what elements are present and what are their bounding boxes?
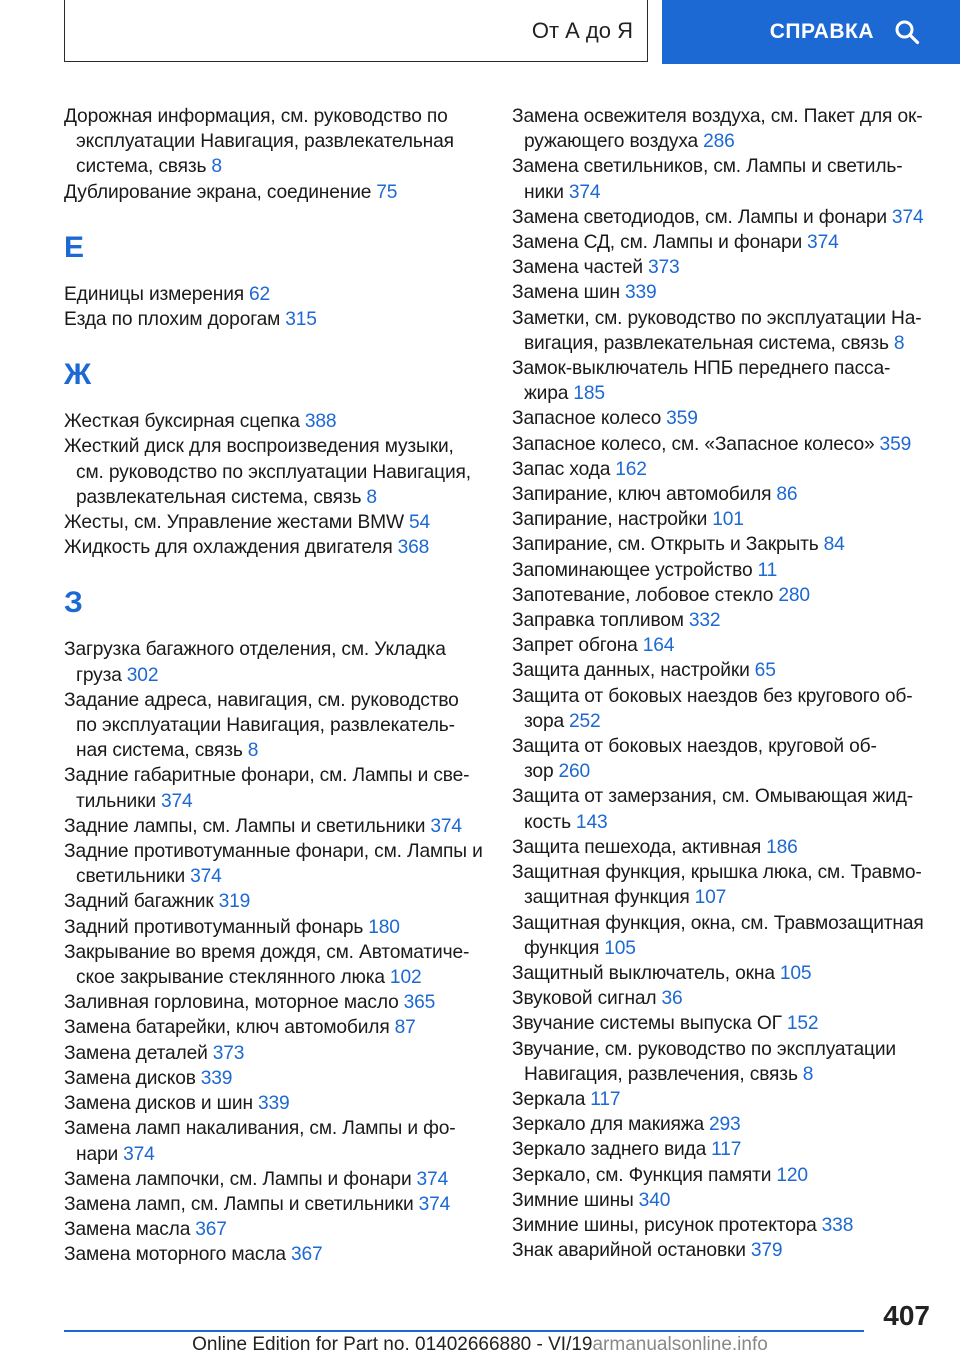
index-entry <box>64 282 484 307</box>
index-entry <box>64 434 484 510</box>
index-entry-text: Запасное колесо <box>512 408 662 430</box>
index-entry-text: Запрет обгона <box>512 635 638 657</box>
page-link[interactable]: 185 <box>573 383 605 405</box>
page-link[interactable]: 339 <box>200 1067 233 1089</box>
page-link[interactable]: 339 <box>624 282 657 304</box>
index-entry-text: Запотевание, лобовое стекло <box>512 584 774 606</box>
index-entry <box>64 1041 484 1066</box>
index-entry-text: Замок-выключатель НПБ переднего пасса‐жира <box>512 358 891 405</box>
index-entry <box>64 307 484 332</box>
index-entry <box>64 1091 484 1116</box>
page-link[interactable]: 374 <box>418 1193 451 1215</box>
index-entry-text: Дублирование экрана, соединение <box>64 181 372 203</box>
page-link[interactable]: 374 <box>568 181 601 203</box>
index-entry <box>512 1238 932 1263</box>
page-link[interactable]: 8 <box>366 486 377 508</box>
index-entry-text: Зеркало, см. Функция памяти <box>512 1164 772 1186</box>
index-column-left <box>64 104 484 1268</box>
index-entry-text: Дорожная информация, см. руководство по эксплуатации Навигация, развлекательная система, связь <box>64 106 454 178</box>
page-link[interactable]: 367 <box>290 1244 323 1266</box>
page-link[interactable]: 180 <box>368 916 400 938</box>
index-entry <box>512 507 932 532</box>
page-link[interactable]: 11 <box>757 559 778 581</box>
page-link[interactable]: 75 <box>376 181 398 203</box>
index-entry-text: Защитная функция, окна, см. Травмозащитная функция <box>512 912 924 959</box>
page-link[interactable]: 102 <box>389 967 422 989</box>
index-entry <box>512 280 932 305</box>
header <box>0 0 960 66</box>
index-entry-text: Защита данных, настройки <box>512 660 750 682</box>
index-entry <box>64 409 484 434</box>
index-entry <box>64 940 484 990</box>
page-link[interactable]: 186 <box>766 836 798 858</box>
page-link[interactable]: 374 <box>807 232 839 254</box>
index-entry-text: Единицы измерения <box>64 283 245 305</box>
page-link[interactable]: 319 <box>218 891 251 913</box>
index-entry-text: Жесткий диск для воспроизведения музыки, см. руководство по эксплуатации Навигация, развлекательная система, связь <box>64 436 471 508</box>
index-entry <box>512 356 932 406</box>
index-entry <box>512 457 932 482</box>
page-link[interactable]: 340 <box>638 1189 671 1211</box>
index-entry-text: Замена лампочки, см. Лампы и фонари <box>64 1168 412 1190</box>
page-link[interactable]: 65 <box>754 660 776 682</box>
page-link[interactable]: 8 <box>247 740 259 762</box>
index-entry-text: Задний багажник <box>64 891 214 913</box>
index-entry <box>64 510 484 535</box>
index-entry-text: Замена ламп накаливания, см. Лампы и фо‐нари <box>64 1118 456 1165</box>
page-link[interactable]: 374 <box>190 866 222 888</box>
page-link[interactable]: 379 <box>750 1240 783 1262</box>
index-entry <box>512 104 932 154</box>
index-entry <box>512 1213 932 1238</box>
index-entry <box>512 432 932 457</box>
page-link[interactable]: 302 <box>126 664 159 686</box>
index-entry-text: Зимние шины, рисунок протектора <box>512 1214 817 1236</box>
index-entry-text: Знак аварийной остановки <box>512 1240 746 1262</box>
index-entry-text: Замена деталей <box>64 1042 208 1064</box>
index-entry-text: Загрузка багажного отделения, см. Укладка груза <box>64 639 446 686</box>
page-link[interactable]: 162 <box>615 458 647 480</box>
index-entry <box>64 1167 484 1192</box>
index-entry-text: Задние лампы, см. Лампы и светильники <box>64 815 426 837</box>
page-number: 407 <box>883 1300 930 1331</box>
section-letter: З <box>64 586 83 620</box>
index-entry-text: Защитная функция, крышка люка, см. Травмо‐защитная функция <box>512 862 922 909</box>
index-entry <box>512 230 932 255</box>
index-entry <box>64 1192 484 1217</box>
page-link[interactable]: 87 <box>394 1017 416 1039</box>
index-entry <box>64 990 484 1015</box>
tab-help-label: СПРАВКА <box>769 20 874 43</box>
page-link[interactable]: 280 <box>778 584 810 606</box>
index-entry-text: Защита от замерзания, см. Омывающая жид‐кость <box>512 786 914 833</box>
page-link[interactable]: 152 <box>786 1013 819 1035</box>
index-entry-text: Задний противотуманный фонарь <box>64 916 364 938</box>
page-link[interactable]: 367 <box>195 1219 227 1241</box>
tab-a-to-z-label: От А до Я <box>531 17 633 43</box>
index-entry-text: Звуковой сигнал <box>512 988 657 1010</box>
page-link[interactable]: 374 <box>430 815 462 837</box>
footer-watermark: armanualsonline.info <box>592 1334 768 1355</box>
index-entry <box>512 532 932 557</box>
page-link[interactable]: 373 <box>212 1042 245 1064</box>
index-entry <box>512 306 932 356</box>
index-entry <box>512 1087 932 1112</box>
index-entry <box>64 915 484 940</box>
page-link[interactable]: 105 <box>604 937 636 959</box>
index-entry <box>512 1112 932 1137</box>
page-link[interactable]: 252 <box>569 710 601 732</box>
index-entry <box>512 986 932 1011</box>
index-entry-text: Замена дисков <box>64 1067 196 1089</box>
page-link[interactable]: 373 <box>648 257 680 279</box>
page-link[interactable]: 101 <box>712 509 744 531</box>
index-entry <box>512 154 932 204</box>
index-entry <box>64 763 484 813</box>
index-entry-text: Замена масла <box>64 1219 191 1241</box>
index-entry <box>512 911 932 961</box>
index-entry <box>64 1015 484 1040</box>
index-entry-text: Звучание, см. руководство по эксплуатации Навигация, развлечения, связь <box>512 1038 896 1085</box>
index-entry-text: Зеркало заднего вида <box>512 1139 707 1161</box>
index-entry-text: Замена частей <box>512 257 643 279</box>
index-entry <box>64 814 484 839</box>
index-entry-text: Жесты, см. Управление жестами BMW <box>64 512 404 534</box>
section-letter: Е <box>64 230 85 264</box>
page-link[interactable]: 117 <box>711 1139 742 1161</box>
index-entry-text: Звучание системы выпуска ОГ <box>512 1013 782 1035</box>
page-link[interactable]: 86 <box>776 484 798 506</box>
page-link[interactable]: 143 <box>575 811 608 833</box>
index-entry <box>512 255 932 280</box>
page-link[interactable]: 368 <box>397 537 430 559</box>
index-entry-text: Запас хода <box>512 458 611 480</box>
index-entry <box>64 180 484 205</box>
index-entry <box>64 1066 484 1091</box>
page-link[interactable]: 339 <box>257 1093 290 1115</box>
index-entry <box>512 835 932 860</box>
index-entry <box>512 961 932 986</box>
index-entry-text: Защитный выключатель, окна <box>512 962 775 984</box>
page-link[interactable]: 365 <box>403 992 436 1014</box>
index-entry-text: Закрывание во время дождя, см. Автоматиче‐ское закрывание стеклянного люка <box>64 941 470 989</box>
index-entry-text: Зимние шины <box>512 1189 634 1211</box>
index-entry <box>512 734 932 784</box>
index-entry <box>512 684 932 734</box>
page-link[interactable]: 105 <box>779 962 812 984</box>
page-link[interactable]: 374 <box>891 206 924 228</box>
index-entry <box>64 688 484 764</box>
index-entry-text: Замена светодиодов, см. Лампы и фонари <box>512 206 887 228</box>
index-entry <box>512 658 932 683</box>
page-link[interactable]: 164 <box>642 635 675 657</box>
index-entry <box>512 784 932 834</box>
index-entry-text: Задние противотуманные фонари, см. Лампы и светильники <box>64 841 483 888</box>
index-entry-text: Замена дисков и шин <box>64 1093 253 1115</box>
page-link[interactable]: 84 <box>823 534 845 556</box>
index-entry-text: Запирание, настройки <box>512 509 708 531</box>
page-link[interactable]: 36 <box>661 988 683 1010</box>
index-entry <box>512 482 932 507</box>
index-entry-text: Замена ламп, см. Лампы и светильники <box>64 1193 414 1215</box>
index-entry-text: Замена батарейки, ключ автомобиля <box>64 1017 390 1039</box>
page-link[interactable]: 8 <box>893 332 905 354</box>
page-link[interactable]: 374 <box>123 1143 155 1165</box>
page-link[interactable]: 374 <box>416 1168 449 1190</box>
index-entry-text: Заливная горловина, моторное масло <box>64 992 399 1014</box>
page-link[interactable]: 315 <box>285 309 317 331</box>
index-entry <box>512 558 932 583</box>
index-entry-text: Замена СД, см. Лампы и фонари <box>512 232 803 254</box>
page-link[interactable]: 8 <box>211 156 222 178</box>
footer-edition-text: Online Edition for Part no. 01402666880 - VI/19 <box>192 1334 593 1355</box>
index-entry-text: Езда по плохим дорогам <box>64 309 281 331</box>
page-link[interactable]: 54 <box>408 512 431 534</box>
index-entry-text: Жидкость для охлаждения двигателя <box>64 537 393 559</box>
index-entry-text: Замена моторного масла <box>64 1244 286 1266</box>
index-entry-text: Замена светильников, см. Лампы и светиль‐ники <box>512 156 903 203</box>
page-link[interactable]: 293 <box>708 1114 741 1136</box>
index-entry <box>512 205 932 230</box>
index-entry <box>512 1137 932 1162</box>
index-entry-text: Запирание, см. Открыть и Закрыть <box>512 534 819 556</box>
index-entry-text: Защита от боковых наездов, круговой об‐зор <box>512 736 877 783</box>
page-link[interactable]: 62 <box>249 283 271 305</box>
page-link[interactable]: 374 <box>160 790 193 812</box>
index-entry <box>64 1116 484 1166</box>
index-entry-text: Замена освежителя воздуха, см. Пакет для ок‐ружающего воздуха <box>512 106 923 153</box>
index-entry <box>64 1242 484 1267</box>
page-link[interactable]: 359 <box>879 433 912 455</box>
index-entry-text: Защита от боковых наездов без кругового об‐зора <box>512 685 913 732</box>
section-letter: Ж <box>64 358 92 392</box>
index-entry <box>512 1037 932 1087</box>
index-entry <box>512 583 932 608</box>
index-entry-text: Запасное колесо, см. «Запасное колесо» <box>512 433 875 455</box>
index-column-right <box>512 104 932 1263</box>
page-link[interactable]: 388 <box>304 411 337 433</box>
index-entry <box>64 1217 484 1242</box>
search-icon <box>894 19 920 45</box>
index-entry-text: Замена шин <box>512 282 620 304</box>
index-entry <box>64 839 484 889</box>
index-entry-text: Задание адреса, навигация, см. руководство по эксплуатации Навигация, развлекатель‐ная система, связь <box>64 689 459 762</box>
page-link[interactable]: 286 <box>703 131 735 153</box>
page-link[interactable]: 338 <box>821 1214 854 1236</box>
index-entry <box>512 608 932 633</box>
index-entry-text: Защита пешехода, активная <box>512 836 762 858</box>
index-entry-text: Запоминающее устройство <box>512 559 753 581</box>
index-entry <box>64 104 484 180</box>
index-entry <box>512 860 932 910</box>
index-entry <box>64 889 484 914</box>
footer-edition <box>0 1334 960 1356</box>
index-entry <box>512 1011 932 1036</box>
index-entry-text: Жесткая буксирная сцепка <box>64 411 300 433</box>
index-entry <box>512 1188 932 1213</box>
page-link[interactable]: 359 <box>666 408 698 430</box>
index-entry-text: Заправка топливом <box>512 610 684 632</box>
index-entry-text: Заметки, см. руководство по эксплуатации На‐вигация, развлекательная система, связь <box>512 307 922 354</box>
page-link[interactable]: 120 <box>776 1164 808 1186</box>
page-link[interactable]: 107 <box>694 887 727 909</box>
footer-divider <box>64 1330 864 1332</box>
index-entry <box>512 1163 932 1188</box>
tab-a-to-z[interactable] <box>64 0 648 62</box>
page-link[interactable]: 8 <box>802 1063 814 1085</box>
index-entry <box>64 535 484 560</box>
page-link[interactable]: 260 <box>558 761 591 783</box>
tab-help[interactable] <box>662 0 960 64</box>
index-entry <box>512 406 932 431</box>
index-entry <box>512 633 932 658</box>
index-entry <box>64 637 484 687</box>
page-link[interactable]: 117 <box>590 1088 621 1110</box>
index-entry-text: Задние габаритные фонари, см. Лампы и све‐тильники <box>64 765 470 812</box>
page-link[interactable]: 332 <box>688 610 721 632</box>
index-entry-text: Зеркало для макияжа <box>512 1114 704 1136</box>
index-entry-text: Зеркала <box>512 1088 586 1110</box>
index-entry-text: Запирание, ключ автомобиля <box>512 484 772 506</box>
